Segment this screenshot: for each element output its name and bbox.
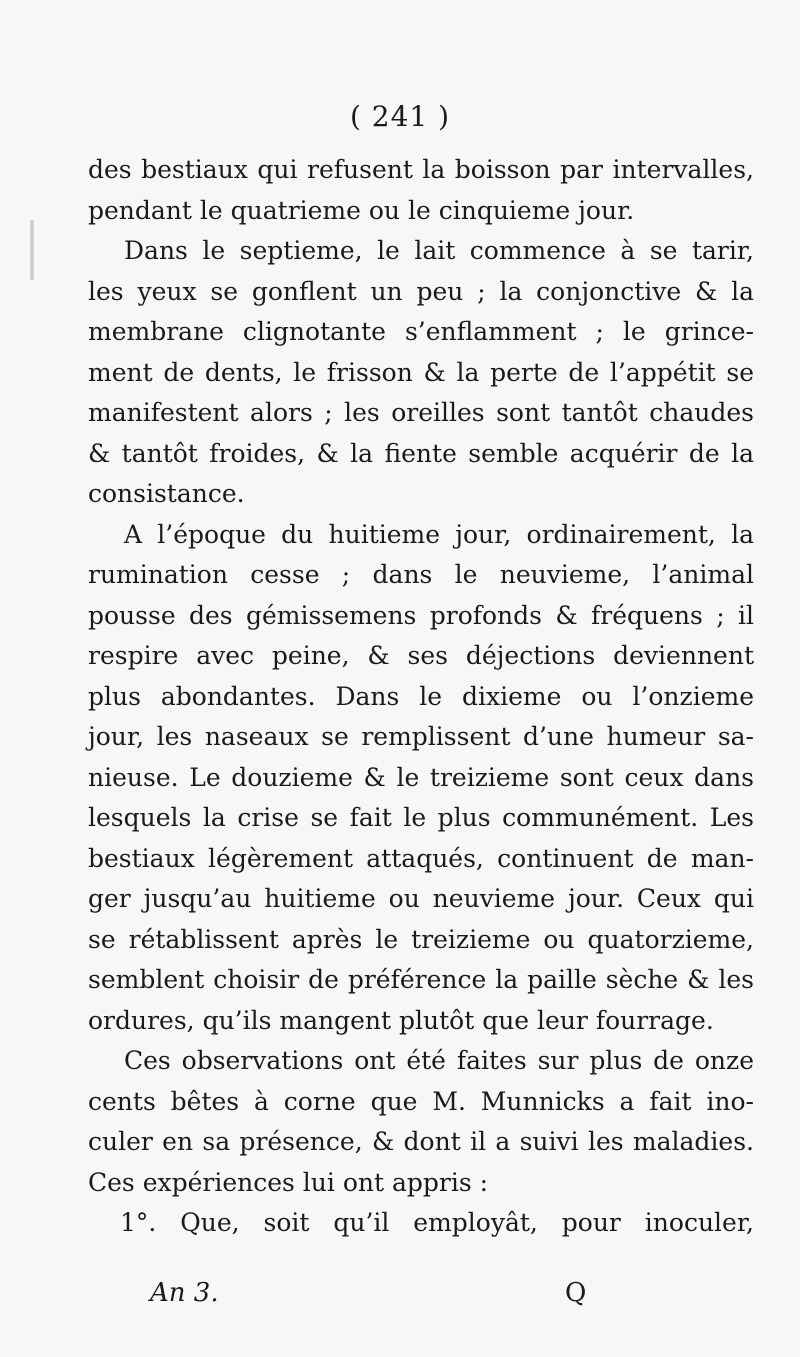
text-line: A l’époque du huitieme jour, ordinairement, la bbox=[124, 519, 754, 549]
text-line: membrane clignotante s’enflamment ; le grince- bbox=[88, 317, 754, 346]
text-line: culer en sa présence, & dont il a suivi les maladies. bbox=[88, 1127, 754, 1156]
text-line: plus abondantes. Dans le dixieme ou l’onzieme bbox=[88, 681, 754, 711]
text-line: manifestent alors ; les oreilles sont tantôt chaudes bbox=[88, 398, 754, 427]
text-line: semblent choisir de préférence la paille sèche & les bbox=[88, 965, 754, 994]
signature-mark: An 3. bbox=[150, 1278, 219, 1308]
text-line: ordures, qu’ils mangent plutôt que leur fourrage. bbox=[88, 1005, 714, 1035]
text-line: 1°. Que, soit qu’il employât, pour inoculer, bbox=[120, 1208, 754, 1237]
text-line: se rétablissent après le treizieme ou quatorzieme, bbox=[88, 924, 754, 954]
text-line: les yeux se gonflent un peu ; la conjonctive & la bbox=[88, 276, 754, 306]
text-line: rumination cesse ; dans le neuvieme, l’animal bbox=[88, 560, 754, 589]
text-line: pousse des gémissemens profonds & fréquens ; il bbox=[88, 600, 754, 630]
text-line: des bestiaux qui refusent la boisson par intervalles, bbox=[88, 155, 754, 184]
text-line: pendant le quatrieme ou le cinquieme jour. bbox=[88, 195, 635, 225]
text-line: Ces observations ont été faites sur plus de onze bbox=[124, 1046, 754, 1075]
signature-letter: Q bbox=[565, 1278, 587, 1308]
text-line: ment de dents, le frisson & la perte de l’appétit se bbox=[88, 357, 754, 387]
page-number: ( 241 ) bbox=[349, 100, 451, 133]
text-line: consistance. bbox=[88, 479, 245, 508]
text-line: Dans le septieme, le lait commence à se tarir, bbox=[124, 236, 754, 265]
text-line: & tantôt froides, & la fiente semble acquérir de la bbox=[88, 438, 754, 468]
body-text bbox=[88, 150, 754, 1244]
binding-shadow bbox=[30, 220, 34, 280]
text-line: nieuse. Le douzieme & le treizieme sont ceux dans bbox=[88, 762, 754, 792]
text-line: ger jusqu’au huitieme ou neuvieme jour. Ceux qui bbox=[88, 884, 754, 913]
text-line: cents bêtes à corne que M. Munnicks a fait ino- bbox=[88, 1086, 754, 1116]
text-line: lesquels la crise se fait le plus communément. Les bbox=[88, 803, 754, 832]
text-line: Ces expériences lui ont appris : bbox=[88, 1167, 489, 1197]
page-footer bbox=[0, 1278, 800, 1328]
text-line: bestiaux légèrement attaqués, continuent de man- bbox=[88, 843, 754, 873]
text-line: jour, les naseaux se remplissent d’une humeur sa- bbox=[88, 722, 754, 751]
text-line: respire avec peine, & ses déjections deviennent bbox=[88, 641, 754, 670]
